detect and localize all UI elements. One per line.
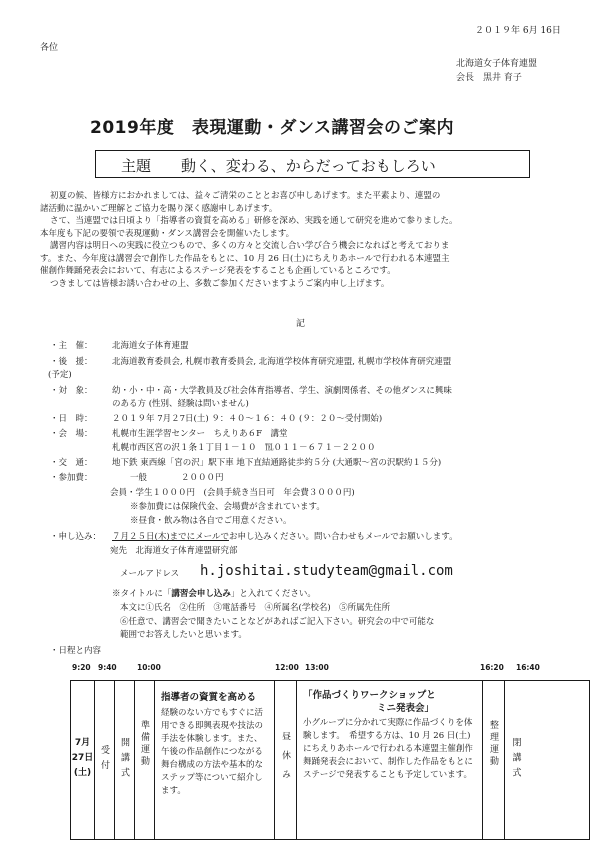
schedule-table (70, 680, 590, 840)
schedule-cooldown-cell (483, 681, 505, 839)
email-address[interactable]: h.joshitai.studyteam@gmail.com (200, 563, 453, 579)
theme-text: 主題 動く、変わる、からだっておもしろい (121, 157, 436, 175)
closing-text: 閉講式 (510, 737, 521, 783)
access-label: ・交 通： (50, 458, 93, 468)
schedule-reception-cell (95, 681, 115, 839)
body-line: 諸活動に温かいご理解とご協力を賜り深く感謝申しあげます。 (40, 203, 278, 214)
target-value-cont: のある方 (性別、経験は問いません) (112, 399, 249, 409)
schedule-morning-cell (155, 681, 275, 839)
apply-instructions: お申し込みください。問い合わせもメールでお願いします。 (228, 532, 458, 542)
time-label: 10:00 (137, 663, 161, 672)
body-line: す。また、今年度は講習会で創作した作品をもとに、10 月 26 日(土)にちえりあホールで行われる本連盟主 (40, 253, 450, 264)
fee-note-insurance: ※参加費には保険代金、会場費が含まれています。 (130, 502, 325, 512)
subject-note (112, 588, 316, 601)
venue-address: 札幌市西区宮の沢１条１丁目１－１０ ℡０１１－６７１－２２００ (112, 443, 376, 453)
schedule-warmup-cell (135, 681, 155, 839)
body-line: 本年度も下記の要領で表現運動・ダンス講習会を開催いたします。 (40, 228, 295, 239)
time-label: 12:00 (275, 663, 299, 672)
schedule-label: ・日程と内容 (50, 646, 102, 656)
apply-destination: 宛先 北海道女子体育連盟研究部 (110, 546, 238, 556)
fee-label: ・参加費： (50, 473, 93, 483)
email-label: メールアドレス (120, 569, 180, 579)
fee-member: 会員・学生１０００円 (会員手続き当日可 年会費３０００円) (110, 488, 355, 498)
optional-note-cont: 範囲でお答えしたいと思います。 (120, 630, 247, 640)
time-label: 9:20 (72, 663, 91, 672)
time-label: 16:20 (480, 663, 504, 672)
afternoon-title: 「作品づくりワークショップと (303, 690, 436, 701)
document-date: ２０１９年 6月 16日 (475, 26, 561, 36)
apply-deadline: ７月２５日(木)までにメールで (112, 532, 229, 542)
ki-marker: 記 (296, 319, 306, 329)
warmup-text: 準備運動 (139, 720, 149, 769)
afternoon-description: 小グループに分かれて実際に作品づくりを体験します。 希望する方は、10 月 26 日(土)にちえりあホールで行われる本連盟主催創作舞踊発表会において、制作した作品をもとにステージで発表することも予定しています。 (303, 718, 473, 780)
schedule-lunch-cell (275, 681, 297, 839)
cooldown-text: 整理運動 (488, 720, 498, 769)
schedule-weekday: (土) (73, 768, 92, 778)
venue-value: 札幌市生涯学習センター ちえりあ６F 講堂 (112, 429, 288, 439)
support-note: (予定) (48, 370, 72, 380)
document-title: 2019年度 表現運動・ダンス講習会のご案内 (90, 118, 454, 138)
venue-label: ・会 場： (50, 429, 93, 439)
support-label: ・後 援： (50, 357, 93, 367)
time-label: 16:40 (516, 663, 540, 672)
sender-organization: 北海道女子体育連盟 (456, 59, 538, 69)
morning-description: 経験のない方でもすぐに活用できる即興表現や技法の手法を体験します。また、午後の作品創作につながる舞台構成の方法や基本的なステップ等について紹介します。 (161, 708, 264, 796)
sponsor-label: ・主 催： (50, 341, 93, 351)
apply-label: ・申し込み： (50, 532, 102, 542)
body-line: 催創作舞踊発表会において、有志によるステージ発表をすることも企画しているところです。 (40, 266, 396, 276)
target-label: ・対 象： (50, 386, 93, 396)
access-value: 地下鉄 東西線「宮の沢」駅下車 地下直結通路徒歩約５分 (大通駅～宮の沢駅約１５分) (112, 458, 442, 468)
body-line: 初夏の候、皆様方におかれましては、益々ご清栄のこととお喜び申しあげます。また平素より、連盟の (50, 191, 441, 201)
lunch-text: 昼休み (280, 731, 290, 789)
fee-note-lunch: ※昼食・飲み物は各自でご用意ください。 (130, 516, 292, 526)
schedule-day: 27日 (71, 753, 94, 763)
body-line: 講習内容は明日への実践に役立つもので、多くの方々と交流し合い学び合う機会になればと考えておりま (50, 241, 450, 251)
body-requirements: 本文に①氏名 ②住所 ③電話番号 ④所属名(学校名) ⑤所属先住所 (120, 603, 391, 613)
theme-box (95, 150, 530, 178)
addressee: 各位 (40, 43, 59, 53)
target-value: 幼・小・中・高・大学教員及び社会体育指導者、学生、演劇関係者、その他ダンスに興味 (112, 386, 452, 396)
support-value: 北海道教育委員会, 札幌市教育委員会, 北海道学校体育研究連盟, 札幌市学校体育研究連盟 (112, 357, 452, 367)
body-line: さて、当連盟では日頃より「指導者の資質を高める」研修を深め、実践を通して研究を進めて参りました。 (50, 216, 458, 226)
body-line: つきましては皆様お誘い合わせの上、多数ご参加くださいますようご案内申し上げます。 (50, 278, 390, 289)
afternoon-title-cont: ミニ発表会」 (377, 703, 435, 714)
schedule-closing-cell (505, 681, 527, 839)
datetime-label: ・日 時： (50, 414, 93, 424)
schedule-month: 7月 (74, 738, 91, 748)
optional-note: ⑥任意で、講習会で聞きたいことなどがあればご記入下さい。研究会の中で可能な (120, 617, 435, 627)
time-label: 9:40 (98, 663, 117, 672)
reception-text: 受付 (99, 745, 109, 775)
schedule-date-cell (71, 681, 95, 839)
fee-general: 一般 ２０００円 (130, 473, 224, 483)
sender-president: 会長 黒井 育子 (456, 73, 522, 83)
subject-note-prefix: ※タイトルに「 (112, 589, 172, 599)
time-label: 13:00 (305, 663, 329, 672)
sponsor-value: 北海道女子体育連盟 (112, 341, 189, 351)
datetime-value: ２０１９年 7月２7日(土) ９：４０～１６：４０ (９：２０～受付開始) (112, 414, 383, 424)
opening-text: 開講式 (119, 737, 129, 783)
schedule-afternoon-cell (297, 681, 483, 839)
body-text (40, 190, 595, 290)
schedule-opening-cell (115, 681, 135, 839)
subject-note-suffix: 」と入れてください。 (230, 589, 316, 599)
subject-note-keyword: 講習会申し込み (171, 589, 231, 599)
morning-title: 指導者の資質を高める (161, 692, 257, 703)
